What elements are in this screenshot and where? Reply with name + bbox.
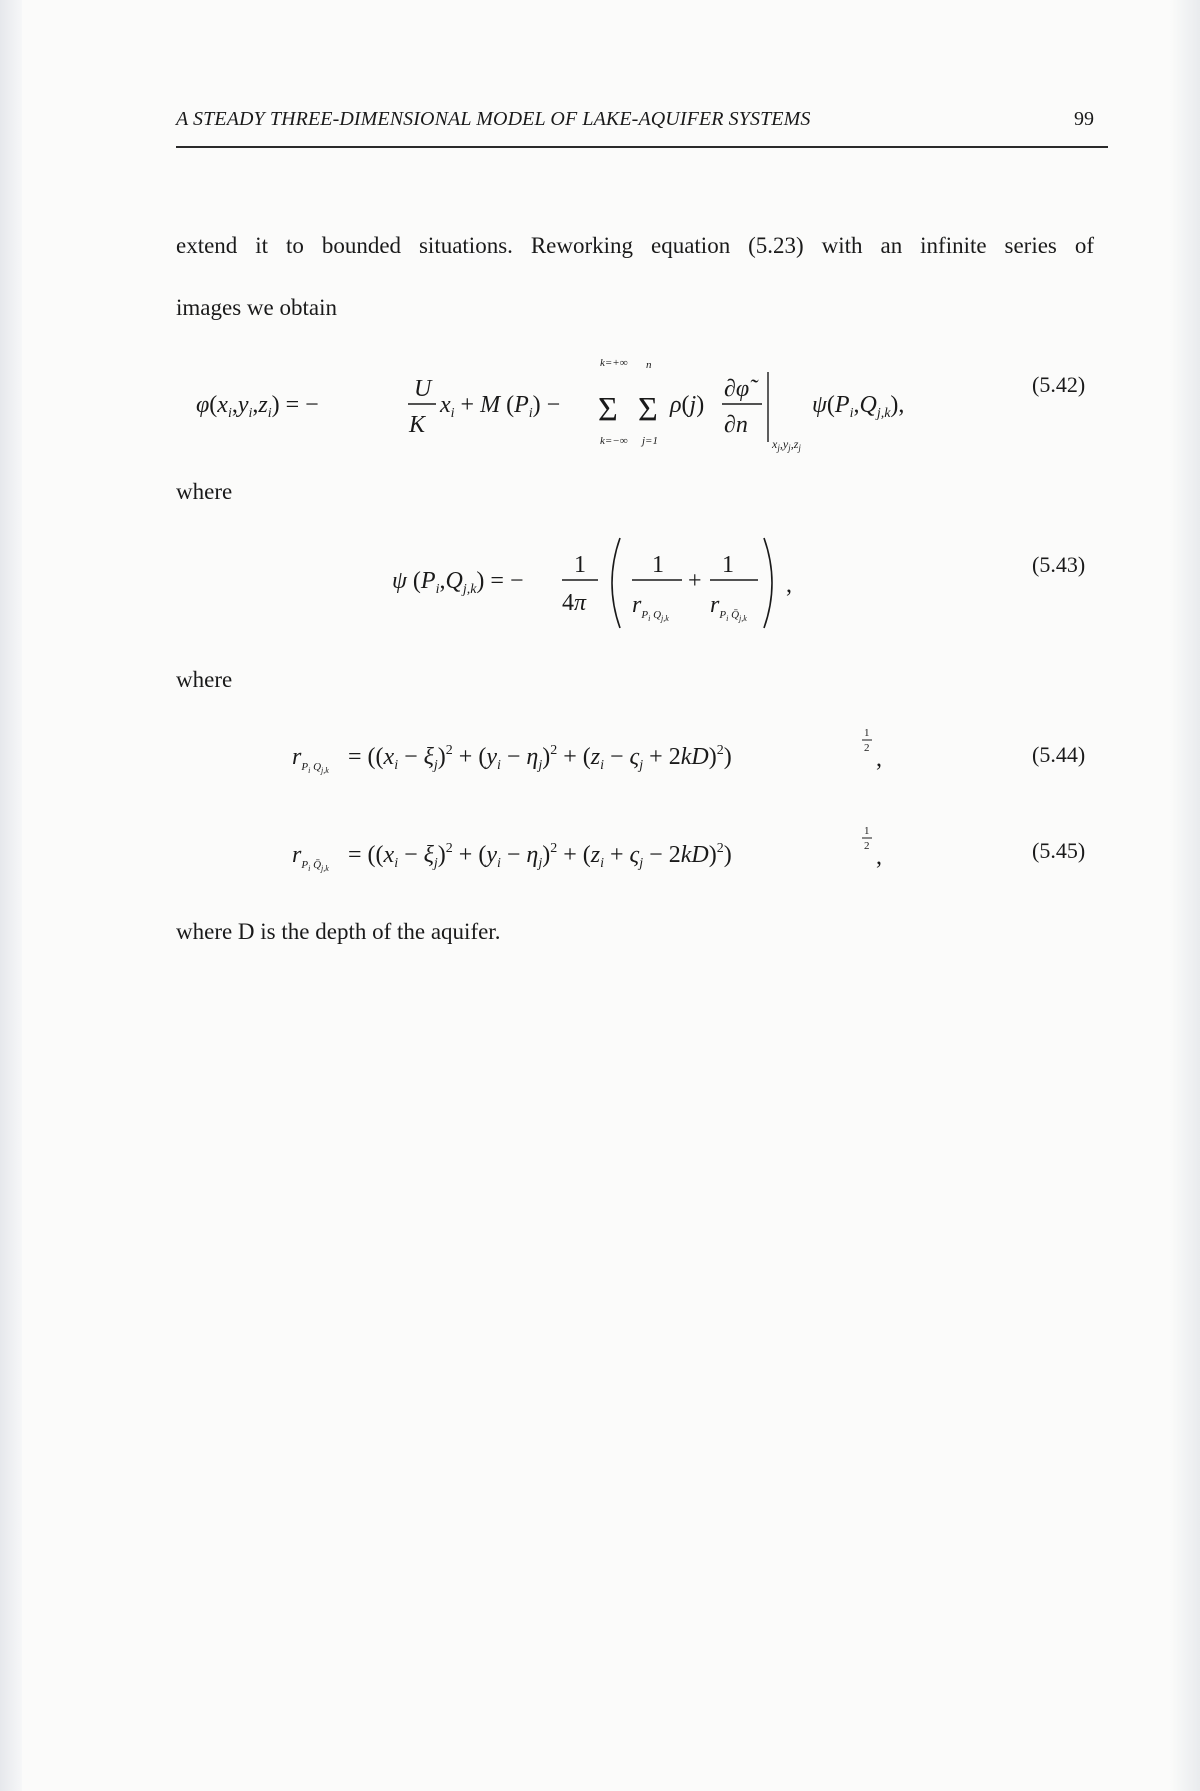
page-header [176,108,1108,148]
where-label-1: where [176,479,233,504]
svg-text:j=1: j=1 [642,435,658,447]
equation-5-43 [392,528,812,638]
svg-text:φ(xi,yi,zi) = −: $\varphi(x_i,y_i,z_i)$ = − [196,392,319,421]
svg-text:k=+∞: k=+∞ [600,357,628,369]
svg-text:k=−∞: k=−∞ [600,435,628,447]
svg-text:K: K [409,412,426,438]
closing-line: where D is the depth of the aquifer. [176,919,501,944]
equation-number-5-42: (5.42) [1032,372,1086,397]
svg-text:U: U [414,376,432,402]
svg-text:4π: 4π [562,590,587,616]
svg-text:2: 2 [864,840,870,852]
svg-text:= ((xi − ξj)2 + (yi − ηj)2 + (: = $((x_i - \xi_j)^2 + (y_i - \eta_j)^2 + (z_i + \varsigma_j - 2kD)^2)$ [348,841,732,871]
svg-text:1: 1 [574,552,586,578]
page-edge-left [0,0,22,1791]
svg-text:,: , [876,746,882,772]
running-title: A STEADY THREE-DIMENSIONAL MODEL OF LAKE-AQUIFER SYSTEMS [176,108,811,130]
svg-text:rPi Qj,k: $r_Pi$ Qj,k [292,744,329,775]
header-rule [176,146,1108,148]
equation-number-5-43: (5.43) [1032,552,1086,577]
svg-text:,: , [786,572,792,598]
page-edge-right [1170,0,1200,1791]
svg-text:,: , [876,844,882,870]
svg-text:n: n [646,359,652,371]
svg-text:= ((xi − ξj)2 + (yi − ηj)2 + (: = $((x_i - \xi_j)^2 + (y_i - \eta_j)^2 + (z_i - \varsigma_j + 2kD)^2)$ [348,743,732,773]
body-text-line-1: extend it to bounded situations. Reworking equation (5.23) with an infinite series of [176,233,1094,258]
svg-text:+: + [688,568,702,594]
svg-text:∂φ̃: ∂φ̃ [724,376,750,402]
body-text-line-2: images we obtain [176,295,337,320]
where-label-2: where [176,667,233,692]
equation-5-44 [292,720,912,790]
svg-text:∂n: ∂n [724,412,748,438]
svg-text:1: 1 [864,825,870,837]
svg-text:1: 1 [864,727,870,739]
svg-text:1: 1 [652,552,664,578]
svg-text:rPi Qj,k: $r_Pi$ Qj,k [632,592,669,623]
svg-text:rPi Q̄j,k: $r_Pi$ Q̄j,k [710,592,747,623]
page-number: 99 [1074,108,1094,130]
svg-text:Σ: Σ [598,391,618,428]
svg-text:Σ: Σ [638,391,658,428]
svg-text:xj,yj,zj: $x_j,y_j,z_j$ [772,437,801,453]
svg-text:ψ(Pi,Qj,k),: $\psi(P_i,Q_{j,k})$, [812,392,905,421]
svg-text:ψ (Pi,Qj,k) = −: ψ $(P_i,Q_{j,k})$ = − [392,568,524,597]
svg-text:1: 1 [722,552,734,578]
equation-number-5-44: (5.44) [1032,742,1086,767]
equation-5-45 [292,818,912,888]
svg-text:rPi Q̄j,k: $r_Pi$ Q̄j,k [292,842,329,873]
svg-text:ρ(j): ρ(j) [670,392,705,418]
svg-text:xi + M (Pi) −: $x_i + M$ $(P_i)$ − [440,392,561,421]
equation-number-5-45: (5.45) [1032,838,1086,863]
equation-5-42 [196,352,976,462]
svg-text:2: 2 [864,742,870,754]
